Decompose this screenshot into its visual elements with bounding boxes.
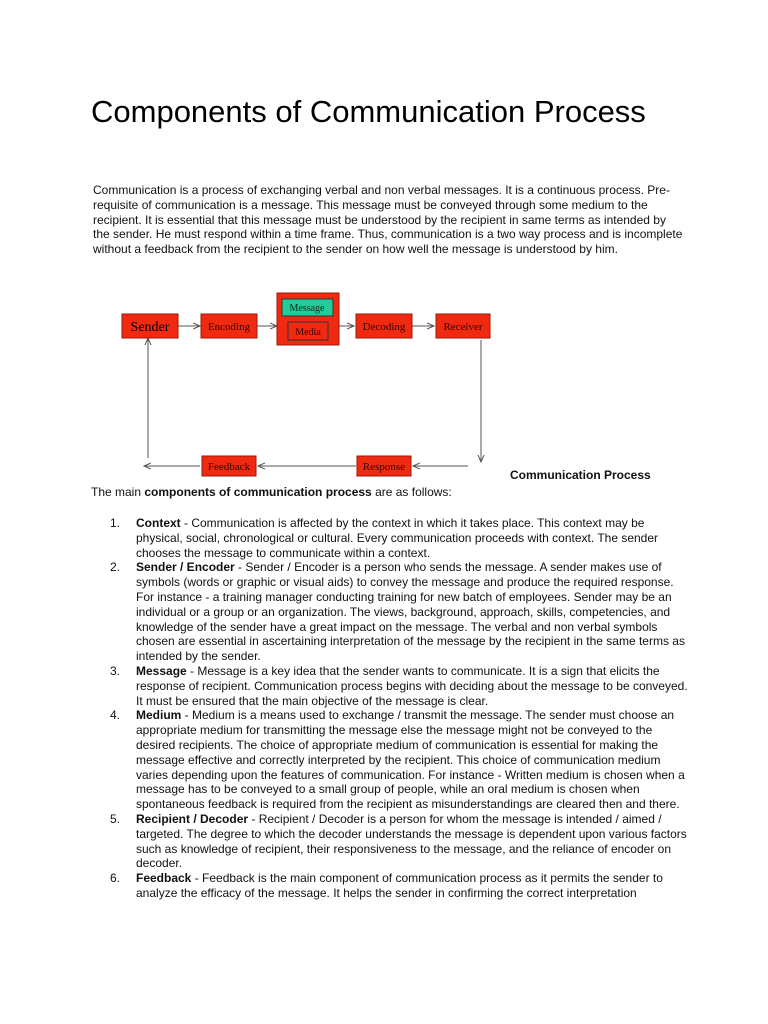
list-item-term: Context: [136, 516, 181, 530]
list-item-text: - Medium is a means used to exchange / transmit the message. The sender must choose an appropriate medium for transmitting the message else the message might not be conveyed to the desired recipients. The choice of appropriate medium of communication is essential for making the message effective and correctly interpreted by the recipient. This choice of communication medium varies depending upon the features of communication. For instance - Written medium is chosen when a message has to be conveyed to a small group of people, while an oral medium is chosen when spontaneous feedback is required from the recipient as misunderstandings are cleared then and there.: [136, 708, 685, 812]
list-item: [110, 516, 690, 560]
sender-box: [122, 314, 178, 338]
list-item-text: - Recipient / Decoder is a person for whom the message is intended / aimed / targeted. The degree to which the decoder understands the message is dependent upon various factors such as knowledge of recipient, their responsiveness to the message, and the reliance of encoder on decoder.: [136, 811, 687, 871]
decoding-box: [356, 314, 412, 338]
receiver-label: Receiver: [443, 321, 483, 333]
list-item-number: 4.: [110, 708, 121, 723]
list-item: [110, 664, 690, 708]
intro-paragraph: Communication is a process of exchanging verbal and non verbal messages. It is a continuous process. Pre-requisite of communication is a message. This message must be conveyed through some medium to the recipient. It is essential that this message must be understood by the recipient in same terms as intended by the sender. He must respond within a time frame. Thus, communication is a two way process and is incomplete without a feedback from the recipient to the sender on how well the message is understood by him.: [93, 183, 683, 257]
list-item-text: - Feedback is the main component of communication process as it permits the sender to analyze the efficacy of the message. It helps the sender in confirming the correct interpretation: [136, 871, 663, 900]
components-intro-before: The main: [91, 485, 145, 499]
feedback-box: [202, 456, 256, 476]
list-item-number: 6.: [110, 871, 121, 886]
message-media-box: [277, 293, 339, 345]
list-item-number: 5.: [110, 811, 121, 826]
components-intro: [91, 485, 452, 499]
diagram-caption: Communication Process: [510, 468, 651, 482]
list-item-term: Sender / Encoder: [136, 560, 235, 575]
list-item: [110, 871, 690, 901]
list-item-term: Feedback: [136, 871, 192, 886]
response-box: [357, 456, 411, 476]
receiver-box: [436, 314, 490, 338]
page-title: Components of Communication Process: [91, 94, 646, 129]
list-item-text: - Sender / Encoder is a person who sends the message. A sender makes use of symbols (words or graphic or visual aids) to convey the message and produce the required response. For instance - a training manager conducting training for new batch of employees. Sender may be an individual or a group or an organization. The views, background, approach, skills, competencies, and knowledge of the sender have a great impact on the message. The verbal and non verbal symbols chosen are essential in ascertaining interpretation of the message by the recipient in the same terms as intended by the sender.: [136, 560, 685, 664]
list-item-term: Recipient / Decoder: [136, 811, 249, 826]
list-item: [110, 560, 690, 664]
sender-label: Sender: [130, 320, 170, 335]
list-item-term: Message: [136, 663, 187, 678]
encoding-label: Encoding: [207, 321, 251, 333]
feedback-label: Feedback: [207, 461, 251, 473]
list-item-term: Medium: [136, 708, 182, 723]
list-item-number: 1.: [110, 516, 121, 530]
media-label: Media: [295, 327, 321, 338]
list-item-text: - Message is a key idea that the sender wants to communicate. It is a sign that elicits the response of recipient. Communication process begins with deciding about the message to be conveyed. It must be ensured that the main objective of the message is clear.: [136, 663, 688, 708]
list-item-number: 2.: [110, 560, 121, 575]
list-item-number: 3.: [110, 663, 121, 678]
list-item: [110, 708, 690, 812]
list-item-text: - Communication is affected by the context in which it takes place. This context may be physical, social, chronological or cultural. Every communication proceeds with context. The sender chooses the message to communicate within a context.: [136, 516, 659, 560]
response-label: Response: [362, 461, 406, 473]
encoding-box: [201, 314, 257, 338]
components-intro-bold: components of communication process: [144, 485, 372, 499]
list-item: [110, 812, 690, 871]
components-intro-after: are as follows:: [371, 485, 452, 499]
diagram-connectors: [144, 326, 481, 466]
components-list: [110, 516, 690, 901]
decoding-label: Decoding: [362, 321, 406, 333]
message-label: Message: [289, 303, 325, 314]
